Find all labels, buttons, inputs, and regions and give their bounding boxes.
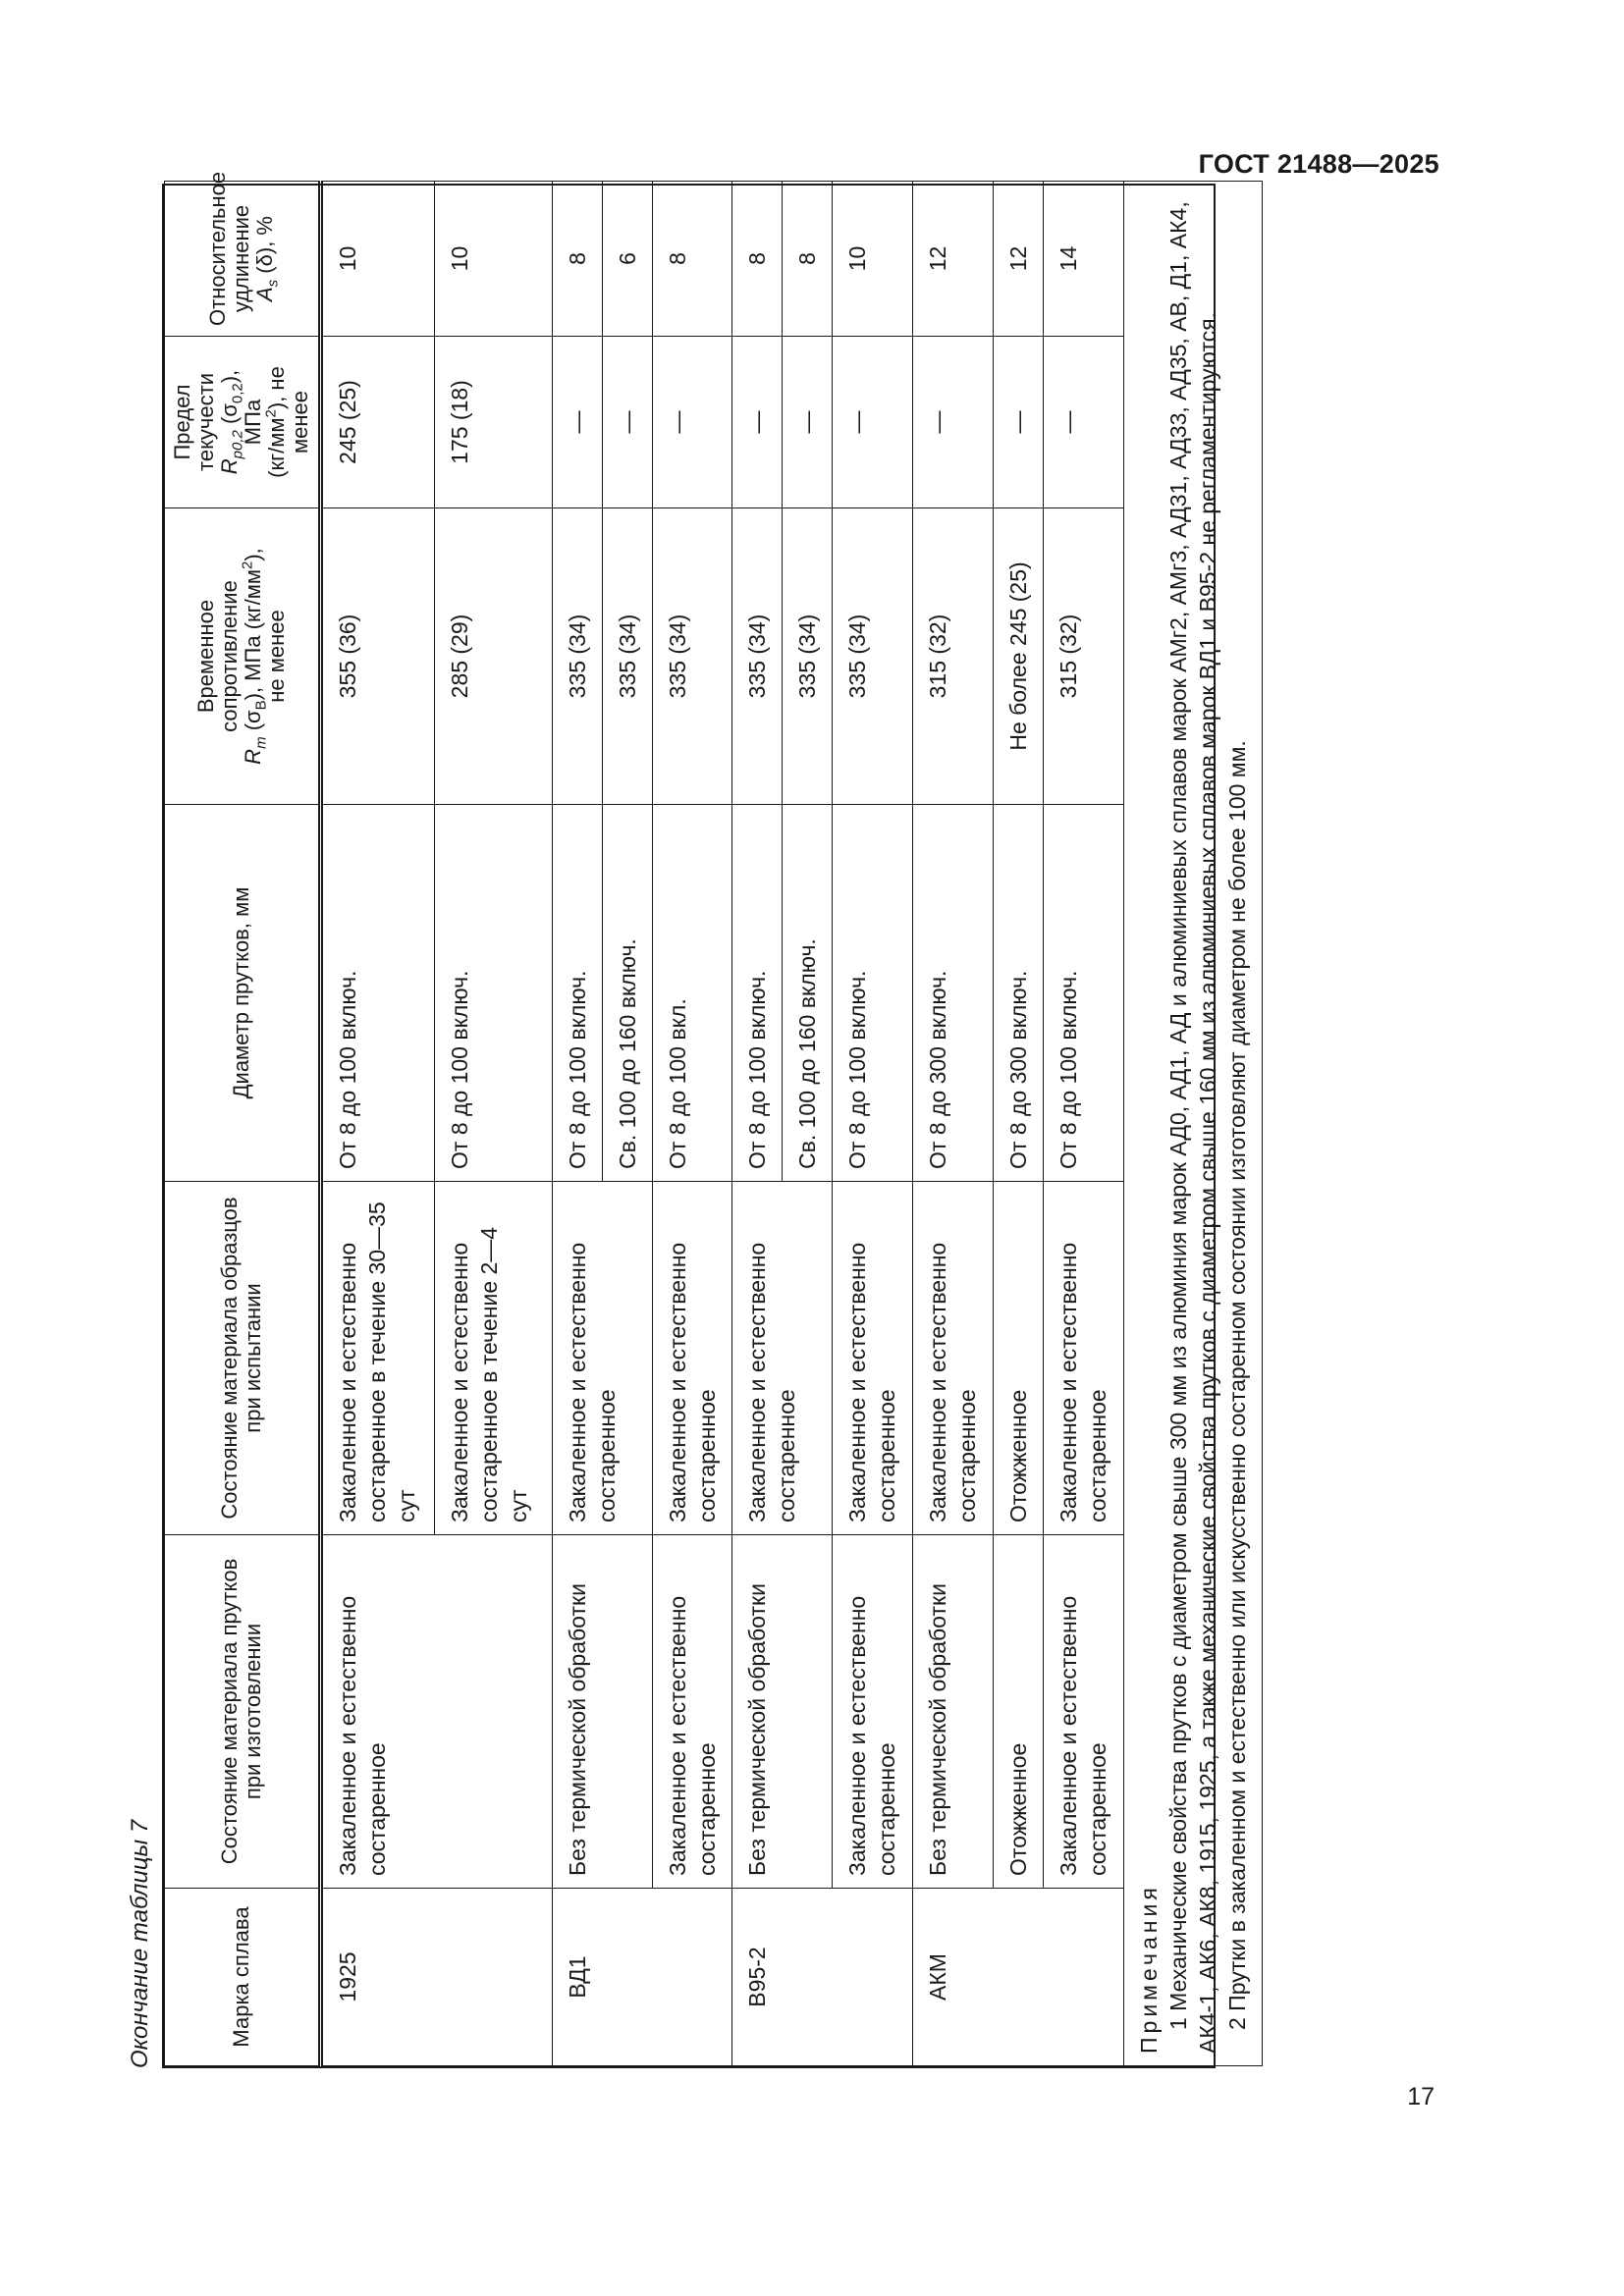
cell-diameter: От 8 до 100 включ. — [553, 805, 603, 1182]
table-container — [162, 171, 1250, 2068]
table-row — [1044, 182, 1124, 2066]
cell-diameter: От 8 до 100 включ. — [321, 805, 435, 1182]
cell-test-state: Закаленное и естественно состаренное — [553, 1182, 653, 1535]
page-number: 17 — [1407, 2083, 1435, 2110]
cell-diameter: От 8 до 100 включ. — [732, 805, 783, 1182]
note-item: 2 Прутки в закаленном и естественно или искусственно состаренном состоянии изготовляют диаметром не более 100 мм. — [1224, 740, 1250, 2030]
cell-alloy-grade: 1925 — [321, 1889, 553, 2066]
cell-elongation: 8 — [553, 182, 603, 337]
cell-diameter: От 8 до 100 включ. — [435, 805, 553, 1182]
cell-tensile: 285 (29) — [435, 508, 553, 805]
cell-manufacture-state: Без термической обработки — [913, 1535, 994, 1889]
cell-tensile: 335 (34) — [603, 508, 653, 805]
cell-diameter: От 8 до 100 вкл. — [653, 805, 732, 1182]
cell-yield: — — [653, 337, 732, 508]
cell-test-state: Закаленное и естественно состаренное в течение 2—4 сут — [435, 1182, 553, 1535]
cell-yield: 245 (25) — [321, 337, 435, 508]
cell-test-state: Отожженное — [994, 1182, 1044, 1535]
cell-alloy-grade: АКМ — [913, 1889, 1124, 2066]
table-row — [913, 182, 994, 2066]
cell-manufacture-state: Без термической обработки — [553, 1535, 653, 1889]
cell-tensile: 335 (34) — [732, 508, 783, 805]
header-yield-strength: Предел текучести $R_{p0,2}$ $(\sigma_{0,2})$, МПа $(кг/мм^2)$, не менее — [165, 337, 321, 508]
cell-elongation: 10 — [435, 182, 553, 337]
cell-elongation: 12 — [913, 182, 994, 337]
cell-test-state: Закаленное и естественно состаренное — [833, 1182, 913, 1535]
header-alloy-grade: Марка сплава — [165, 1889, 321, 2066]
cell-elongation: 10 — [833, 182, 913, 337]
cell-elongation: 8 — [732, 182, 783, 337]
table-caption: Окончание таблицы 7 — [127, 1819, 153, 2068]
cell-yield: — — [783, 337, 833, 508]
mechanical-properties-table — [164, 171, 1263, 2066]
cell-manufacture-state: Закаленное и естественно состаренное — [653, 1535, 732, 1889]
cell-elongation: 6 — [603, 182, 653, 337]
cell-yield: — — [603, 337, 653, 508]
cell-yield: — — [994, 337, 1044, 508]
cell-manufacture-state: Закаленное и естественно состаренное — [321, 1535, 553, 1889]
cell-diameter: Св. 100 до 160 включ. — [783, 805, 833, 1182]
cell-tensile: 315 (32) — [913, 508, 994, 805]
cell-yield: — — [732, 337, 783, 508]
cell-tensile: 335 (34) — [783, 508, 833, 805]
table-header-row — [165, 182, 321, 2066]
notes-row — [1124, 182, 1263, 2066]
cell-diameter: От 8 до 100 включ. — [1044, 805, 1124, 1182]
cell-tensile: 335 (34) — [653, 508, 732, 805]
cell-alloy-grade: В95-2 — [732, 1889, 913, 2066]
notes-cell — [1124, 182, 1263, 2066]
cell-test-state: Закаленное и естественно состаренное в течение 30—35 сут — [321, 1182, 435, 1535]
header-tensile-strength: Временное сопротивление $R_m$ $(\sigma_В)$, МПа $(кг/мм^2)$, не менее — [165, 508, 321, 805]
cell-tensile: 315 (32) — [1044, 508, 1124, 805]
cell-yield: — — [553, 337, 603, 508]
header-elongation: Относительное удлинение $A_s$ (δ), % — [165, 182, 321, 337]
table-row — [321, 182, 435, 2066]
cell-elongation: 8 — [653, 182, 732, 337]
cell-diameter: От 8 до 300 включ. — [913, 805, 994, 1182]
table-row — [994, 182, 1044, 2066]
cell-tensile: 335 (34) — [833, 508, 913, 805]
note-item: 1 Механические свойства прутков с диаметром свыше 300 мм из алюминия марок АД0, АД1, АД и алюминиевых сплавов марок АМг2, АМг3, АД31, АД33, АД35, АВ, Д1, АК4, АК4-1, АК6, АК8, 1915, 1925, а также механические свойства прутков с диаметром свыше 160 мм из алюминиевых сплавов марок ВД1 и В95-2 не регламентируются. — [1165, 201, 1220, 2054]
cell-test-state: Закаленное и естественно состаренное — [653, 1182, 732, 1535]
cell-test-state: Закаленное и естественно состаренное — [732, 1182, 833, 1535]
cell-tensile: 335 (34) — [553, 508, 603, 805]
table-row — [732, 182, 783, 2066]
cell-manufacture-state: Отожженное — [994, 1535, 1044, 1889]
header-test-state: Состояние материала образцов при испытании — [165, 1182, 321, 1535]
cell-alloy-grade: ВД1 — [553, 1889, 732, 2066]
cell-tensile: Не более 245 (25) — [994, 508, 1044, 805]
cell-tensile: 355 (36) — [321, 508, 435, 805]
cell-diameter: От 8 до 100 включ. — [833, 805, 913, 1182]
cell-yield: — — [1044, 337, 1124, 508]
cell-elongation: 10 — [321, 182, 435, 337]
cell-manufacture-state: Закаленное и естественно состаренное — [833, 1535, 913, 1889]
standard-designation: ГОСТ 21488—2025 — [1198, 149, 1439, 179]
rotated-table-block — [111, 171, 1250, 2068]
cell-test-state: Закаленное и естественно состаренное — [1044, 1182, 1124, 1535]
cell-yield: 175 (18) — [435, 337, 553, 508]
notes-title: Примечания — [1136, 1884, 1162, 2054]
header-manufacture-state: Состояние материала прутков при изготовлении — [165, 1535, 321, 1889]
cell-yield: — — [913, 337, 994, 508]
table-row — [553, 182, 603, 2066]
cell-elongation: 14 — [1044, 182, 1124, 337]
cell-manufacture-state: Закаленное и естественно состаренное — [1044, 1535, 1124, 1889]
cell-yield: — — [833, 337, 913, 508]
cell-test-state: Закаленное и естественно состаренное — [913, 1182, 994, 1535]
cell-manufacture-state: Без термической обработки — [732, 1535, 833, 1889]
cell-elongation: 8 — [783, 182, 833, 337]
table-row — [833, 182, 913, 2066]
header-diameter: Диаметр прутков, мм — [165, 805, 321, 1182]
cell-elongation: 12 — [994, 182, 1044, 337]
cell-diameter: Св. 100 до 160 включ. — [603, 805, 653, 1182]
table-row — [653, 182, 732, 2066]
cell-diameter: От 8 до 300 включ. — [994, 805, 1044, 1182]
